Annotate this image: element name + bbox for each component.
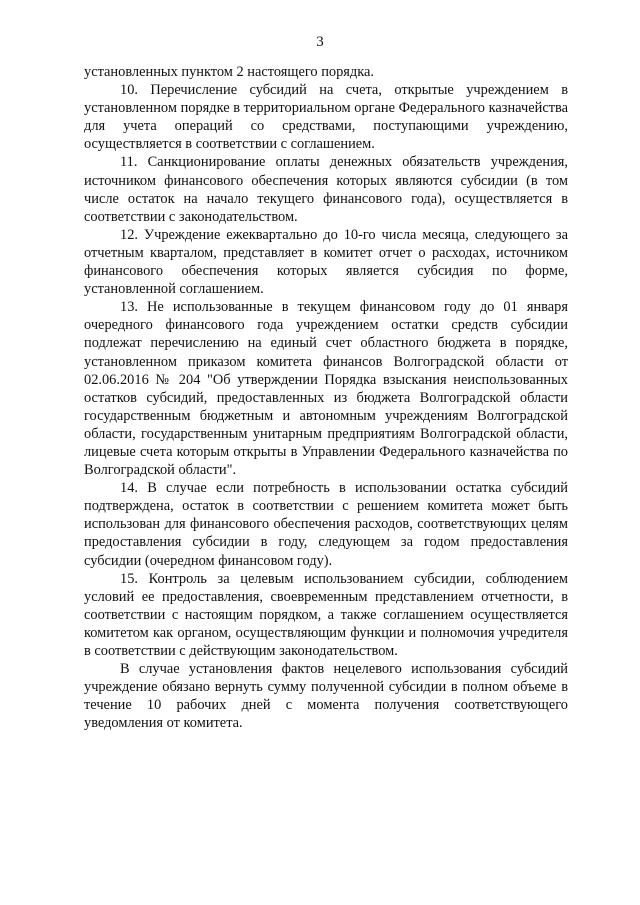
document-body <box>84 63 568 732</box>
paragraph-10: 10. Перечисление субсидий на счета, открытые учреждением в установленном порядке в территориальном органе Федерального казначейства для учета операций со средствами, поступающими учреждению, осуществляется в соответствии с соглашением. <box>84 82 568 153</box>
page-number: 3 <box>316 34 324 50</box>
paragraph-misuse-refund: В случае установления фактов нецелевого использования субсидий учреждение обязано вернуть сумму полученной субсидии в полном объеме в течение 10 рабочих дней с момента получения соответствующего уведомления от комитета. <box>84 661 568 732</box>
paragraph-12: 12. Учреждение ежеквартально до 10-го числа месяца, следующего за отчетным кварталом, представляет в комитет отчет о расходах, источником финансового обеспечения которых является субсидия по форме, установленной соглашением. <box>84 226 568 298</box>
paragraph-14: 14. В случае если потребность в использовании остатка субсидий подтверждена, остаток в соответствии с решением комитета может быть использован для финансового обеспечения расходов, соответствующих целям предоставления субсидии в году, следующем за годом предоставления субсидии (очередном финансовом году). <box>84 480 568 569</box>
paragraph-11: 11. Санкционирование оплаты денежных обязательств учреждения, источником финансового обеспечения которых являются субсидии (в том числе остаток на начало текущего финансового года), осуществляется в соответствии с законодательством. <box>84 154 568 225</box>
paragraph-15: 15. Контроль за целевым использованием субсидии, соблюдением условий ее предоставления, своевременным представлением отчетности, в соответствии с настоящим порядком, а также соглашением осуществляется комитетом как органом, осуществляющим функции и полномочия учредителя в соответствии с действующим законодательством. <box>84 570 568 659</box>
paragraph-continuation: установленных пунктом 2 настоящего порядка. <box>84 64 374 80</box>
paragraph-13: 13. Не использованные в текущем финансовом году до 01 января очередного финансового года учреждением остатки средств субсидии подлежат перечислению на единый счет областного бюджета в порядке, установленном приказом комитета финансов Волгоградской области от 02.06.2016 № 204 "Об утверждении Порядка взыскания неиспользованных остатков субсидий, предоставленных из бюджета Волгоградской области государственным бюджетным и автономным учреждениям Волгоградской области, государственным унитарным предприятиям Волгоградской области, лицевые счета которым открыты в Управлении Федерального казначейства по Волгоградской области". <box>84 299 568 479</box>
